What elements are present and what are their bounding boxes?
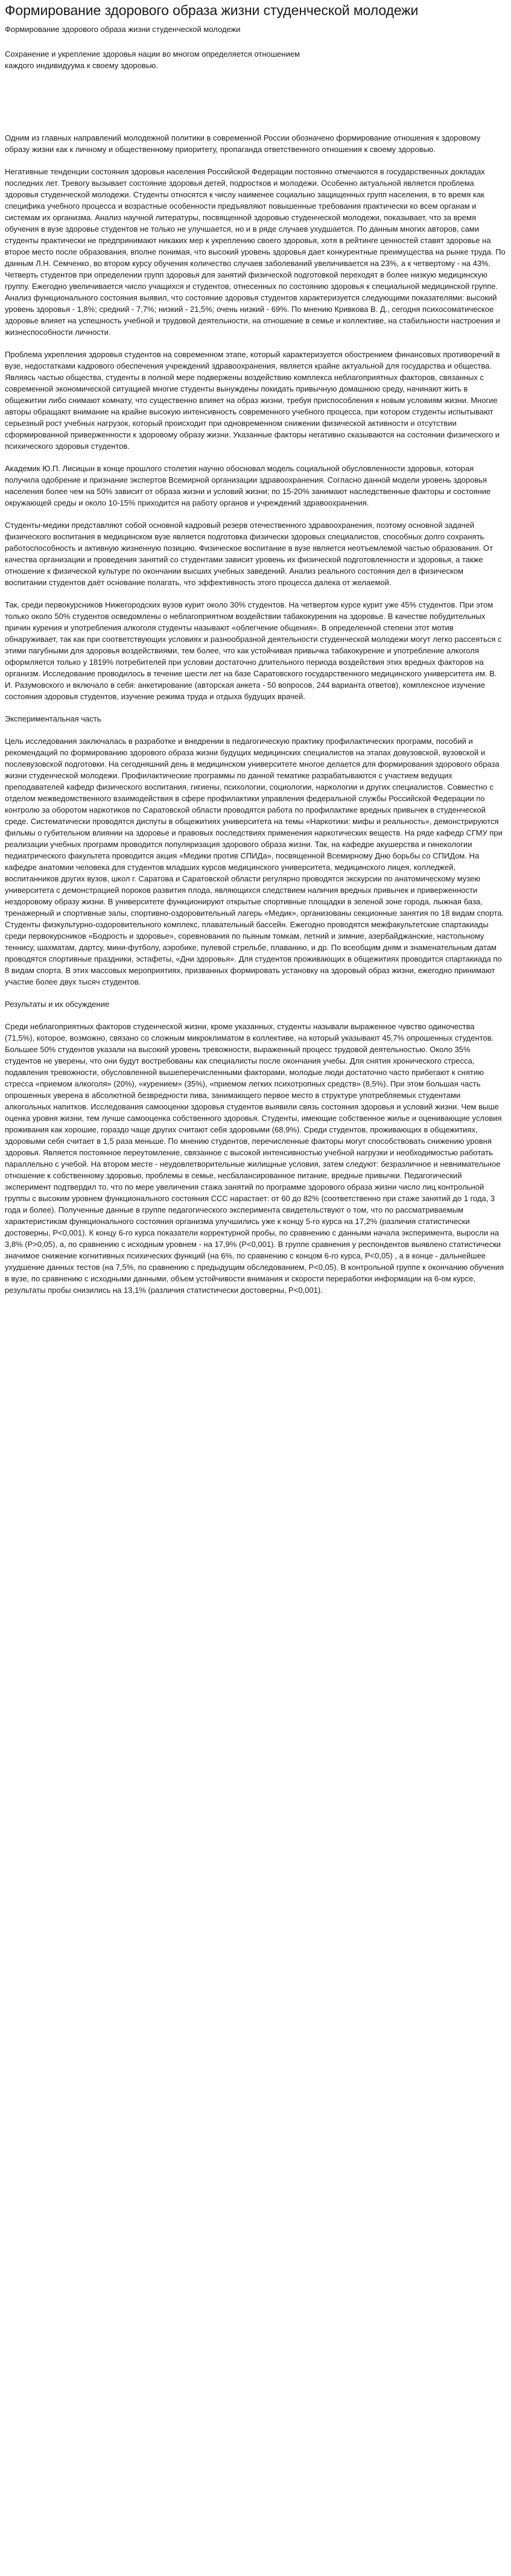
article-epigraph: Сохранение и укрепление здоровья нации во многом определяется отношением каждого индивидуума к своему здоровью. [5, 49, 300, 70]
section-heading-results: Результаты и их обсуждение [5, 1000, 110, 1009]
paragraph: Студенты-медики представляют собой основной кадровый резерв отечественного здравоохранения, поэтому основной задачей физического воспитания в медицинском вузе является подготовка физически здоровых специалистов, способных долго сохранять работоспособность и активную жизненную позицию. Физическое воспитание в вузе является неотъемлемой частью образования. От качества организации и проведения занятий со студентами зависит уровень их физической подготовленности и здоровья, а также отношение к физической культуре по окончании высших учебных заведений. Анализ реального состояния дел в физическом воспитании студентов даёт основание полагать, что эффективность этого процесса далека от желаемой. [5, 521, 493, 587]
paragraph: Проблема укрепления здоровья студентов на современном этапе, который характеризуется обострением финансовых противоречий в вузе, недостатками кадрового обеспечения учреждений здравоохранения, является крайне актуальной для государства и общества. Являясь частью общества, студенты в полной мере подвержены воздействию комплекса неблагоприятных факторов, связанных с современной экономической ситуацией многие студенты вынуждены покидать привычную домашнюю среду, начинают жить в общежитии либо снимают комнату, что существенно влияет на образ жизни, требуя приспособления к новым условиям жизни. Многие авторы обращают внимание на крайне высокую интенсивность современного учебного процесса, при котором студенты испытывают серьезный рост учебных нагрузок, который происходит при одновременном снижении физической активности и отсутствии сформированной приверженности к здоровому образу жизни. Указанные факторы негативно сказываются на состоянии физического и психического здоровья студентов. [5, 350, 500, 451]
paragraph: Цель исследования заключалась в разработке и внедрении в педагогическую практику профилактических программ, пособий и рекомендаций по формированию здорового образа жизни будущих медицинских специалистов на этапах довузовской, вузовской и послевузовской подготовки. На сегодняшний день в медицинском университете многое делается для формирования здорового образа жизни студенческой молодежи. Профилактические программы по данной тематике разрабатываются с участием ведущих преподавателей кафедр физического воспитания, гигиены, психологии, социологии, наркологии и других специалистов. Совместно с отделом межведомственного взаимодействия в сфере профилактики управления федеральной службы Российской Федерации по контролю за оборотом наркотиков по Саратовской области проводятся работа по профилактике вредных привычек в студенческой среде. Систематически проводятся диспуты в общежитиях университета на темы «Наркотики: мифы и реальность», демонстрируются фильмы о губительном влиянии на здоровье и правовых последствиях применения наркотических веществ. На ряде кафедр СГМУ при реализации учебных программ проводится популяризация здорового образа жизни. Так, на кафедре акушерства и гинекологии педиатрического факультета проводится акция «Медики против СПИДа», посвященной Всемирному Дню борьбы со СПИДом. На кафедре анатомии человека для студентов младших курсов медицинского университета, медицинского лицея, колледжей, воспитанников других вузов, школ г. Саратова и Саратовской области регулярно проводятся экскурсии по анатомическому музею университета с демонстрацией пороков развития плода, являющихся следствием наличия вредных привычек и приверженности нездоровому образу жизни. В университете функционируют открытые спортивные площадки в зеленой зоне города, лыжная база, тренажерный и спортивные залы, спортивно-оздоровительный лагерь «Медик», организованы секционные занятия по 18 видам спорта. Студенты физкультурно-оздоровительного комплекс, плавательный бассейн. Ежегодно проводятся межфакультетские спартакиады среди первокурсников «Бодрость и здоровье», соревнования по пьяным томкам, летний и зимние, азербайджанские, настольному теннису, шахматам, дартсу, мини-футболу, аэробике, пулевой стрельбе, плаванию, и др. По всеобщим дням и знаменательным датам проводятся спортивные праздники, эстафеты, «Дни здоровья». Для студентов проживающих в общежитиях проводится спартакиада по 8 видам спорта. В этих массовых мероприятиях, призванных формировать установку на здоровый образ жизни, ежегодно принимают участие более двух тысяч студентов. [5, 737, 504, 986]
section-heading-experimental: Экспериментальная часть [5, 714, 101, 723]
article-title: Формирование здорового образа жизни студенческой молодежи [5, 2, 419, 18]
paragraph: Одним из главных направлений молодежной политики в современной России обозначено формирование отношения к здоровому образу жизни как к личному и общественному приоритету, пропаганда ответственного отношения к своему здоровью. [5, 133, 481, 154]
article-subtitle: Формирование здорового образа жизни студенческой молодежи [5, 25, 241, 34]
paragraph: Среди неблагоприятных факторов студенческой жизни, кроме указанных, студенты называли выраженное чувство одиночества (71,5%), которое, возможно, связано со сложным микроклиматом в коллективе, на который указывают 45,7% опрошенных студентов. Большее 50% студентов указали на высокий уровень тревожности, выраженный процесс трудовой деятельностью. Около 35% студентов не уверены, что они будут востребованы как специалисты после окончания учебы. Для снятия хронического стресса, подавления тревожности, обусловленной вышеперечисленными факторами, молодые люди достаточно часто прибегают к снятию стресса «приемом алкоголя» (20%), «курением» (35%), «приемом легких психотропных средств» (8,5%). При этом большая часть опрошенных уверена в абсолютной безвредности пива, занимающего первое место в структуре употребляемых студентами алкогольных напитков. Исследования самооценки здоровья студентов выявили связь состояния здоровья и условий жизни. Чем выше оценка уровня жизни, тем лучше самооценка собственного здоровья. Студенты, имеющие собственное жилье и оценивающие условия проживания как хорошие, гораздо чаще других считают себя здоровыми (68,9%). Среди студентов, проживающих в общежитиях, здоровыми себя считает в 1,5 раза меньше. По мнению студентов, перечисленные факторы могут способствовать снижению уровня здоровья. Является постоянное переутомление, связанное с высокой интенсивностью учебной нагрузки и необходимостью работать параллельно с учебой. На втором месте - неудовлетворительные жилищные условия, затем следуют: безразличное и невнимательное отношение к собственному здоровью, проблемы в семье, несбалансированное питание, вредные привычки. Педагогический эксперимент подтвердил то, что по мере увеличения стажа занятий по программе здорового образа жизни число лиц контрольной группы с высоким уровнем функционального состояния ССС нарастает: от 60 до 82% (соответственно при стаже занятий до 1 года, 3 года и более). Полученные данные в группе педагогического эксперимента свидетельствуют о том, что по рассматриваемым характеристикам функционального состояния организма улучшились уже к концу 5-го курса на 17,2% (различия статистически достоверны, Р<0,001). К концу 6-го курса показатели корректурной пробы, по сравнению с данными начала эксперимента, выросли на 3,8% (Р>0,05), а, по сравнению с исходным уровнем - на 17,9% (Р<0,001). В группе сравнения у респондентов выявлено статистически значимое снижение когнитивных психических функций (на 6%, по сравнению с концом 6-го курса, Р<0,05) , а в конце - дальнейшее ухудшение данных тестов (на 7,5%, по сравнению с предыдущим обследованием, Р<0,05). В контрольной группе к окончанию обучения в вузе, по сравнению с исходными данными, объем устойчивости внимания и скорости переработки информации на 6-ом курсе, результаты пробы снизились на 13,1% (различия статистически достоверны, Р<0,001). [5, 1022, 504, 1295]
blank-space [5, 71, 506, 132]
paragraph: Так, среди первокурсников Нижегородских вузов курит около 30% студентов. На четвертом курсе курит уже 45% студентов. При этом только около 50% студентов осведомлены о неблагоприятном воздействии табакокурения на здоровье. В качестве побудительных причин курения и употребления алкоголя студенты называют «облегчение общения». В определенной степени этот мотив обнаруживает, так как при соответствующих условиях и разнообразной деятельности студенческой молодежи могут легко рассеяться с этими пагубными для здоровья воздействиями, тем более, что как устойчивая привычка табакокурение и употребление алкоголя оформляется только у 1819% потребителей при условии достаточно длительного периода воздействия этих вредных факторов на организм. Исследование проводилось в течение шести лет на базе Саратовского государственного медицинского университета им. В. И. Разумовского и включало в себя: анкетирование (авторская анкета - 50 вопросов, 244 варианта ответов), комплексное изучение состояния здоровья студентов, изучение режима труда и отдыха будущих врачей. [5, 600, 502, 701]
paragraph: Академик Ю.П. Лисицын в конце прошлого столетия научно обосновал модель социальной обусловленности здоровья, которая получила одобрение и признание экспертов Всемирной организации здравоохранения. Согласно данной модели уровень здоровья населения более чем на 50% зависит от образа жизни и условий жизни; по 15-20% занимают наследственные факторы и состояние окружающей среды и около 10-15% приходится на работу органов и учреждений здравоохранения. [5, 464, 491, 507]
paragraph: Негативные тенденции состояния здоровья населения Российской Федерации постоянно отмечаются в государственных докладах последних лет. Тревогу вызывает состояние здоровья детей, подростков и молодежи. Особенно актуальной является проблема здоровья студенческой молодежи. Студенты относятся к числу наименее социально защищенных групп населения, в то время как специфика учебного процесса и возрастные особенности предъявляют повышенные требования практически ко всем органам и системам их организма. Анализ научной литературы, посвященной здоровью студенческой молодежи, показывает, что за время обучения в вузе здоровье студентов не только не улучшается, но и в ряде случаев ухудшается. По данным многих авторов, сами студенты практически не предпринимают никаких мер к укреплению своего здоровья, хотя в рейтинге ценностей ставят здоровье на второе место после образования, вполне понимая, что высокий уровень здоровья дает конкурентные преимущества на рынке труда. По данным Л.Н. Семченко, во втором курсу обучения количество случаев заболеваний увеличивается на 23%, а к четвертому - на 43%. Четверть студентов при определении групп здоровья для занятий физической подготовкой переходят в более низкую медицинскую группу. Ежегодно увеличивается число учащихся и студентов, отнесенных по состоянию здоровья к специальной медицинской группе. Анализ функционального состояния выявил, что состояние здоровья студентов характеризуется следующими показателями: высокий уровень здоровья - 1,8%; средний - 7,7%; низкий - 21,5%; очень низкий - 69%. По мнению Кривкова В. Д., сегодня психосоматическое здоровье влияет на успешность учебной и трудовой деятельности, на отношение в семье и коллективе, на стабильности настроения и жизнеспособности личности. [5, 167, 506, 337]
